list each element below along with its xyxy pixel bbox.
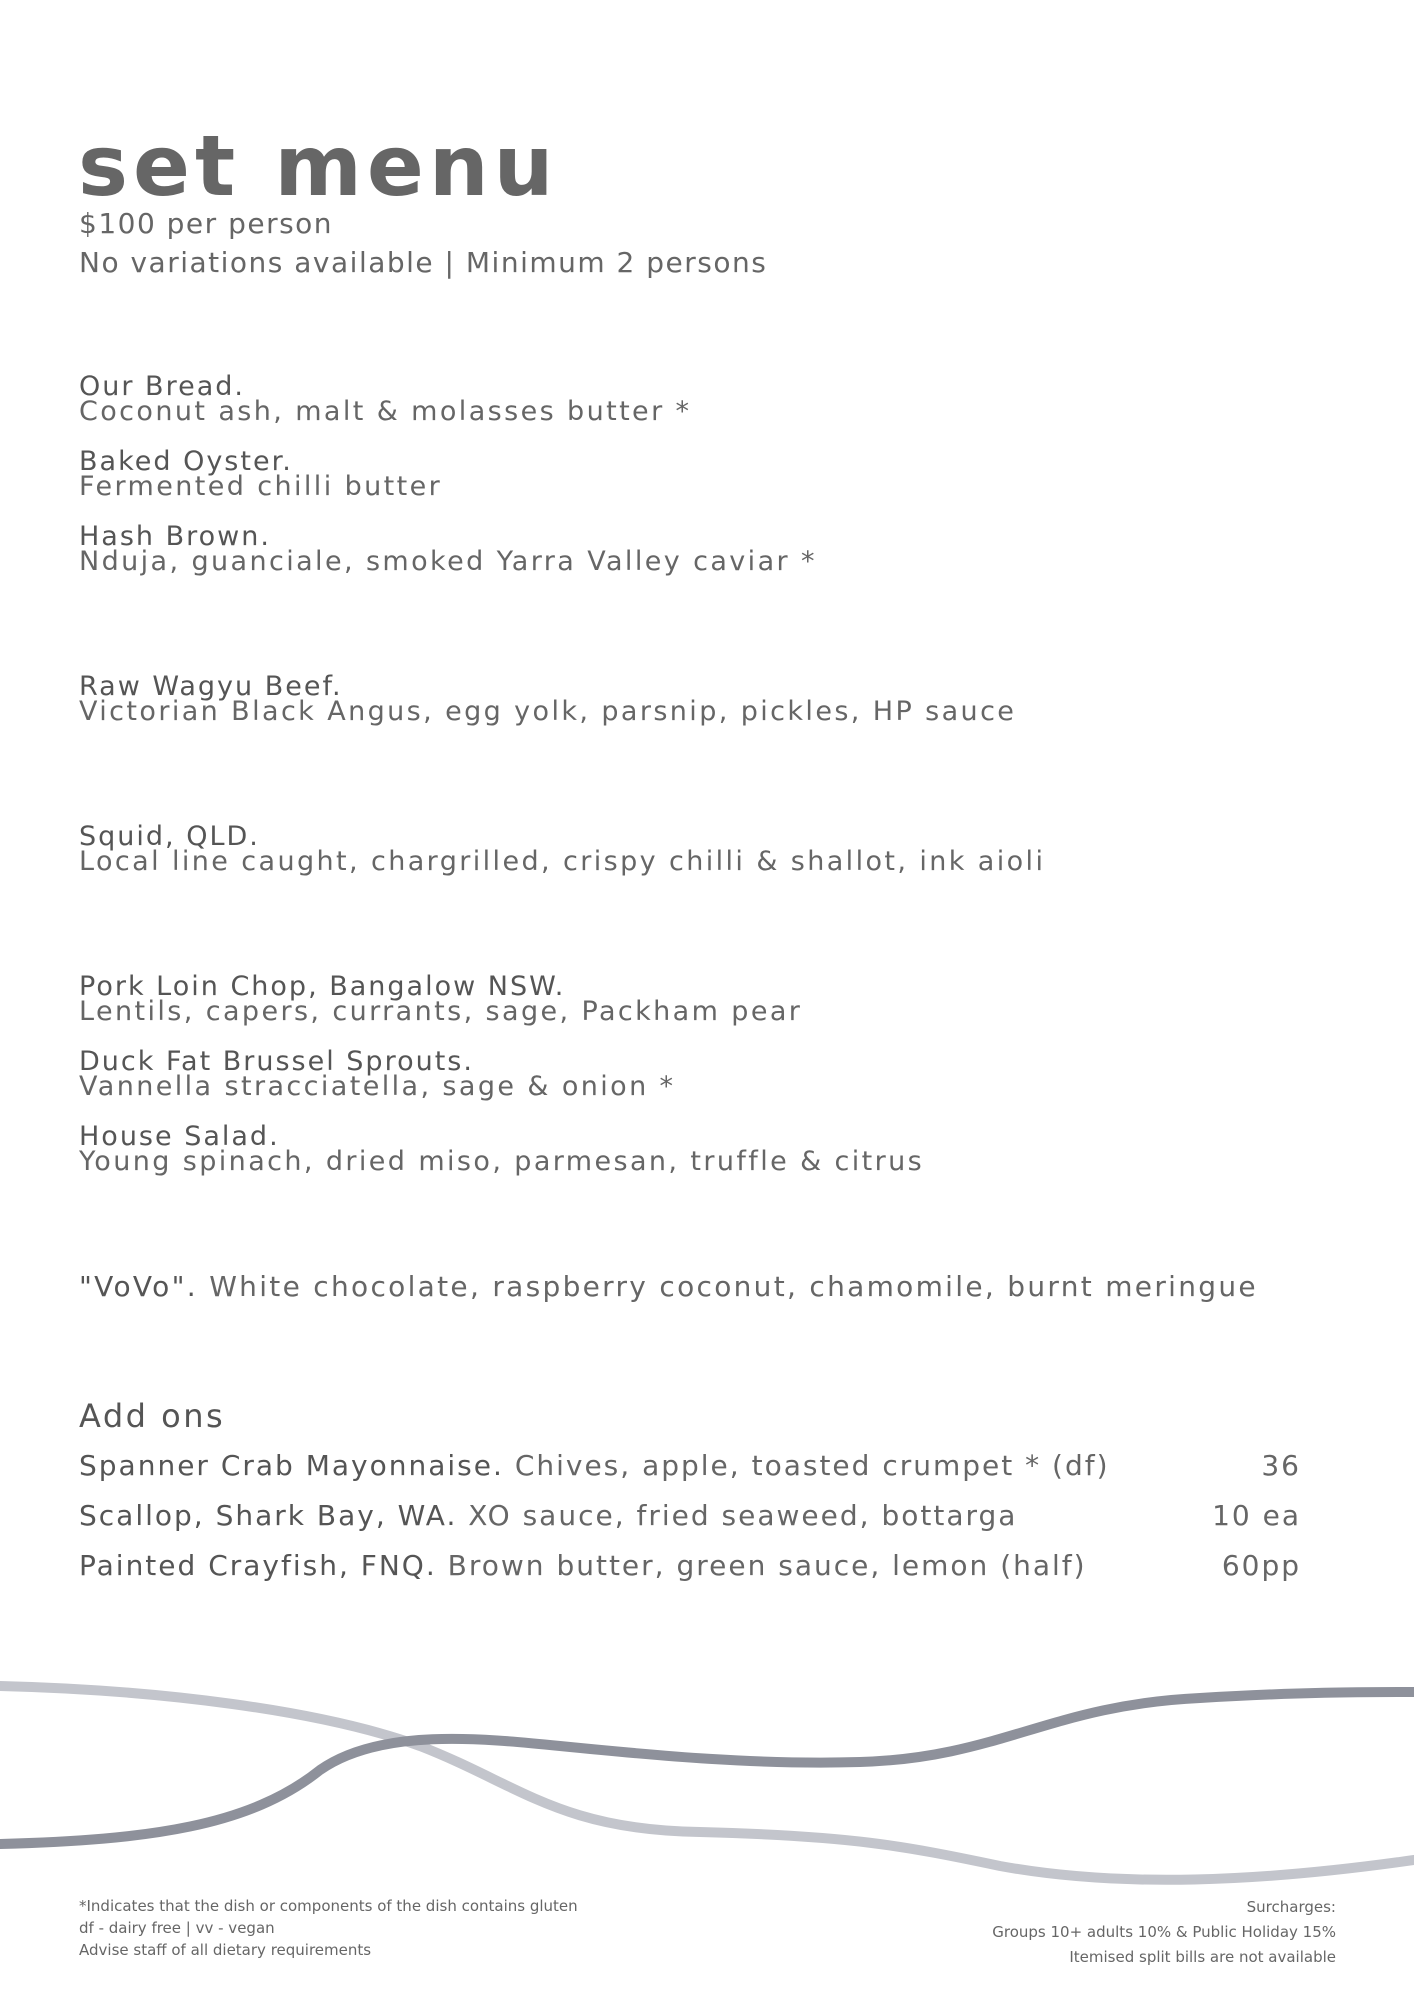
dish-description: Coconut ash, malt & molasses butter * [79, 396, 692, 427]
addon-painted-crayfish [79, 1548, 1301, 1584]
dish-description: Young spinach, dried miso, parmesan, truffle & citrus [79, 1146, 925, 1177]
addon-spanner-crab [79, 1448, 1301, 1484]
addon-price: 36 [1261, 1449, 1301, 1482]
footer-line: Advise staff of all dietary requirements [79, 1941, 372, 1959]
page-title: set menu [78, 117, 559, 215]
footer-line: Groups 10+ adults 10% & Public Holiday 15% [992, 1923, 1336, 1941]
dish-our-bread [79, 371, 1339, 427]
footer-dietary-notes [79, 1895, 578, 1961]
dish-name: Pork Loin Chop, Bangalow NSW. [79, 971, 566, 1002]
dish-name: Baked Oyster. [79, 446, 293, 477]
addons-heading: Add ons [79, 1397, 226, 1435]
footer-surcharges [992, 1895, 1336, 1970]
dish-description: Victorian Black Angus, egg yolk, parsnip, pickles, HP sauce [79, 696, 1017, 727]
addon-price: 10 ea [1212, 1499, 1301, 1532]
dish-description: Lentils, capers, currants, sage, Packham pear [79, 996, 803, 1027]
addon-description: XO sauce, fried seaweed, bottarga [468, 1499, 1018, 1532]
addon-name: Painted Crayfish, FNQ. [79, 1549, 437, 1582]
dish-name: House Salad. [79, 1121, 280, 1152]
decorative-waves [0, 1660, 1414, 1900]
price-per-person: $100 per person [79, 207, 334, 240]
footer-line: *Indicates that the dish or components of the dish contains gluten [79, 1897, 578, 1915]
dish-pork-loin-chop [79, 971, 1339, 1027]
menu-conditions: No variations available | Minimum 2 persons [79, 246, 768, 279]
dish-description: Local line caught, chargrilled, crispy chilli & shallot, ink aioli [79, 846, 1046, 877]
dark-wave [0, 1692, 1414, 1844]
dish-description: Nduja, guanciale, smoked Yarra Valley caviar * [79, 546, 817, 577]
dish-description: White chocolate, raspberry coconut, chamomile, burnt meringue [209, 1270, 1258, 1303]
addon-scallop [79, 1498, 1301, 1534]
dish-description: Vannella stracciatella, sage & onion * [79, 1071, 676, 1102]
footer-line: df - dairy free | vv - vegan [79, 1919, 275, 1937]
dish-duck-fat-brussel-sprouts [79, 1046, 1339, 1102]
dish-hash-brown [79, 521, 1339, 577]
addon-description: Brown butter, green sauce, lemon (half) [447, 1549, 1087, 1582]
addon-description: Chives, apple, toasted crumpet * (df) [514, 1449, 1110, 1482]
footer-line: Itemised split bills are not available [1069, 1948, 1336, 1966]
dish-name: Squid, QLD. [79, 821, 260, 852]
addon-name: Spanner Crab Mayonnaise. [79, 1449, 504, 1482]
dish-name: Hash Brown. [79, 521, 271, 552]
dish-name: Our Bread. [79, 371, 245, 402]
light-wave [0, 1686, 1414, 1880]
dish-name: "VoVo". [79, 1270, 198, 1303]
dish-baked-oyster [79, 446, 1339, 502]
footer-line: Surcharges: [1246, 1898, 1336, 1916]
addon-price: 60pp [1221, 1549, 1301, 1582]
dish-squid [79, 821, 1339, 877]
dish-raw-wagyu-beef [79, 671, 1339, 727]
dish-description: Fermented chilli butter [79, 471, 443, 502]
dessert-vovo [79, 1269, 1258, 1305]
dish-house-salad [79, 1121, 1339, 1177]
addon-name: Scallop, Shark Bay, WA. [79, 1499, 458, 1532]
dish-name: Raw Wagyu Beef. [79, 671, 343, 702]
dish-name: Duck Fat Brussel Sprouts. [79, 1046, 474, 1077]
